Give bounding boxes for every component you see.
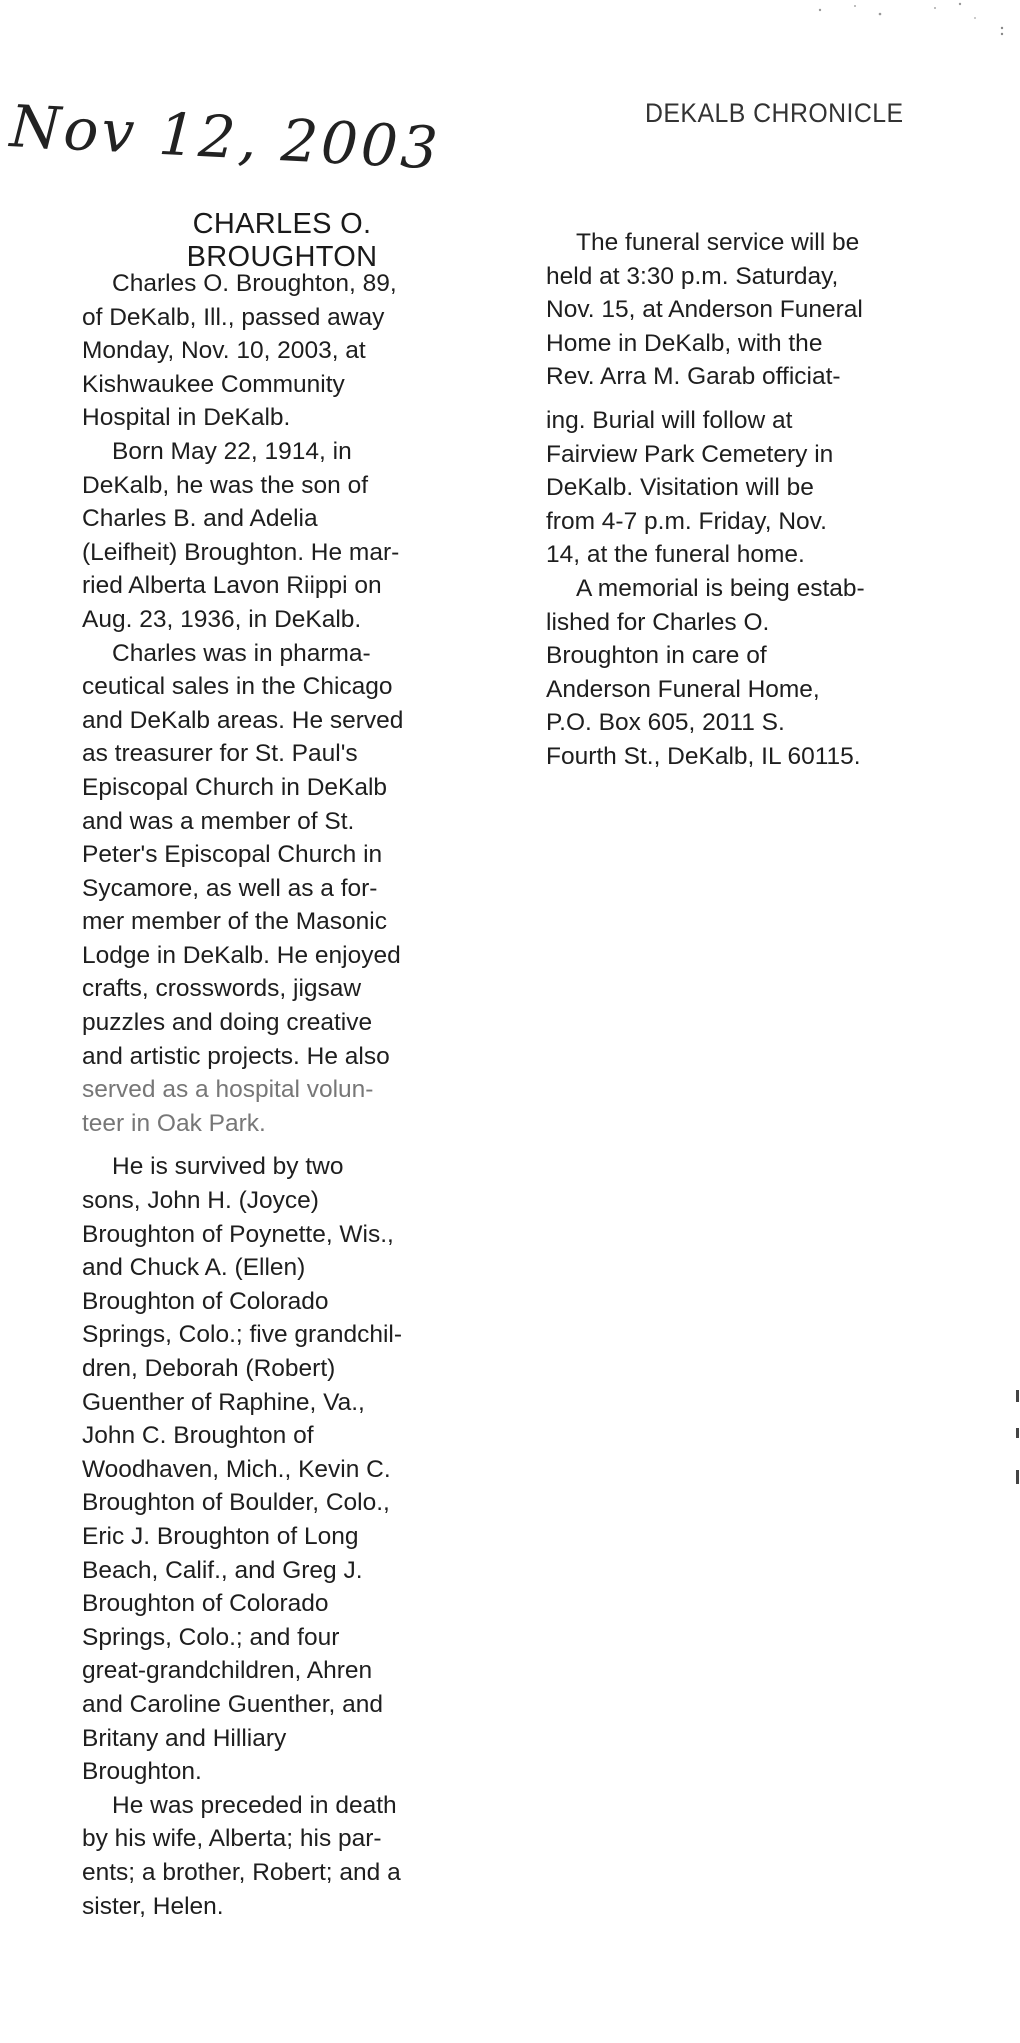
scan-speck-marks (760, 0, 1020, 60)
text-line: and was a member of St. (82, 807, 355, 835)
text-line: Britany and Hilliary (82, 1724, 287, 1752)
text-line: Beach, Calif., and Greg J. (82, 1556, 363, 1584)
text-line: puzzles and doing creative (82, 1009, 373, 1037)
text-line: Sycamore, as well as a for- (82, 874, 378, 902)
text-line: sons, John H. (Joyce) (82, 1187, 319, 1215)
text-line: and Chuck A. (Ellen) (82, 1254, 306, 1282)
text-line: DeKalb, he was the son of (82, 471, 369, 499)
text-line: Broughton of Poynette, Wis., (82, 1220, 394, 1248)
text-line: Born May 22, 1914, in (112, 437, 352, 465)
text-line: John C. Broughton of (82, 1422, 314, 1450)
text-line: ried Alberta Lavon Riippi on (82, 572, 382, 600)
text-line: Aug. 23, 1936, in DeKalb. (82, 605, 362, 633)
text-line: 14, at the funeral home. (546, 541, 805, 569)
text-line: lished for Charles O. (546, 608, 770, 636)
text-line: Broughton. (82, 1758, 202, 1786)
scan-edge-marks (1006, 1390, 1020, 1500)
text-line: Springs, Colo.; and four (82, 1623, 340, 1651)
publication-name: DEKALB CHRONICLE (645, 98, 904, 128)
text-line: Broughton of Boulder, Colo., (82, 1489, 390, 1517)
text-line: Kishwaukee Community (82, 370, 345, 398)
text-line: Charles was in pharma- (112, 639, 371, 667)
text-line: P.O. Box 605, 2011 S. (546, 709, 785, 737)
text-line: Woodhaven, Mich., Kevin C. (82, 1455, 391, 1483)
text-line: and artistic projects. He also (82, 1042, 390, 1070)
text-line: Nov. 15, at Anderson Funeral (546, 296, 863, 324)
text-line: ceutical sales in the Chicago (82, 673, 393, 701)
handwritten-date: Nov 12, 2003 (8, 92, 443, 183)
text-line: Rev. Arra M. Garab officiat- (546, 363, 841, 391)
text-line: of DeKalb, Ill., passed away (82, 303, 385, 331)
text-line: served as a hospital volun- (82, 1076, 374, 1104)
text-line: Hospital in DeKalb. (82, 404, 291, 432)
text-line: Broughton of Colorado (82, 1287, 329, 1315)
text-line: Charles O. Broughton, 89, (112, 270, 397, 297)
text-line: Episcopal Church in DeKalb (82, 773, 388, 801)
text-line: Lodge in DeKalb. He enjoyed (82, 941, 401, 969)
paragraph-gap (82, 1140, 482, 1150)
text-line: Home in DeKalb, with the (546, 329, 823, 357)
text-line: held at 3:30 p.m. Saturday, (546, 262, 839, 290)
text-line: as treasurer for St. Paul's (82, 740, 358, 768)
text-line: A memorial is being estab- (576, 574, 865, 602)
text-line: and Caroline Guenther, and (82, 1690, 384, 1718)
right-column (546, 226, 946, 774)
text-line: ing. Burial will follow at (546, 406, 793, 434)
text-line: and DeKalb areas. He served (82, 706, 404, 734)
text-line: mer member of the Masonic (82, 908, 387, 936)
obituary-headline (82, 208, 482, 274)
text-line: teer in Oak Park. (82, 1109, 266, 1137)
left-column (82, 267, 482, 1923)
text-line: Broughton in care of (546, 642, 767, 670)
text-line: Springs, Colo.; five grandchil- (82, 1321, 403, 1349)
headline-line: BROUGHTON (186, 241, 378, 273)
text-line: Eric J. Broughton of Long (82, 1522, 359, 1550)
text-line: The funeral service will be (576, 229, 860, 256)
text-line: (Leifheit) Broughton. He mar- (82, 538, 400, 566)
text-line: DeKalb. Visitation will be (546, 474, 814, 502)
text-line: Peter's Episcopal Church in (82, 841, 383, 869)
text-line: He is survived by two (112, 1153, 344, 1181)
headline-line: CHARLES O. (192, 208, 372, 240)
text-line: Broughton of Colorado (82, 1590, 329, 1618)
text-line: Charles B. and Adelia (82, 505, 318, 533)
text-line: by his wife, Alberta; his par- (82, 1825, 382, 1853)
text-line: Fourth St., DeKalb, IL 60115. (546, 742, 861, 770)
text-line: crafts, crosswords, jigsaw (82, 975, 362, 1003)
text-line: Anderson Funeral Home, (546, 675, 820, 703)
text-line: He was preceded in death (112, 1791, 397, 1819)
text-line: from 4-7 p.m. Friday, Nov. (546, 507, 827, 535)
paragraph-gap (546, 394, 946, 404)
text-line: great-grandchildren, Ahren (82, 1657, 373, 1685)
text-line: Monday, Nov. 10, 2003, at (82, 337, 366, 365)
text-line: ents; a brother, Robert; and a (82, 1858, 401, 1886)
text-line: sister, Helen. (82, 1892, 224, 1920)
text-line: dren, Deborah (Robert) (82, 1355, 336, 1382)
text-line: Fairview Park Cemetery in (546, 440, 834, 468)
text-line: Guenther of Raphine, Va., (82, 1388, 365, 1416)
